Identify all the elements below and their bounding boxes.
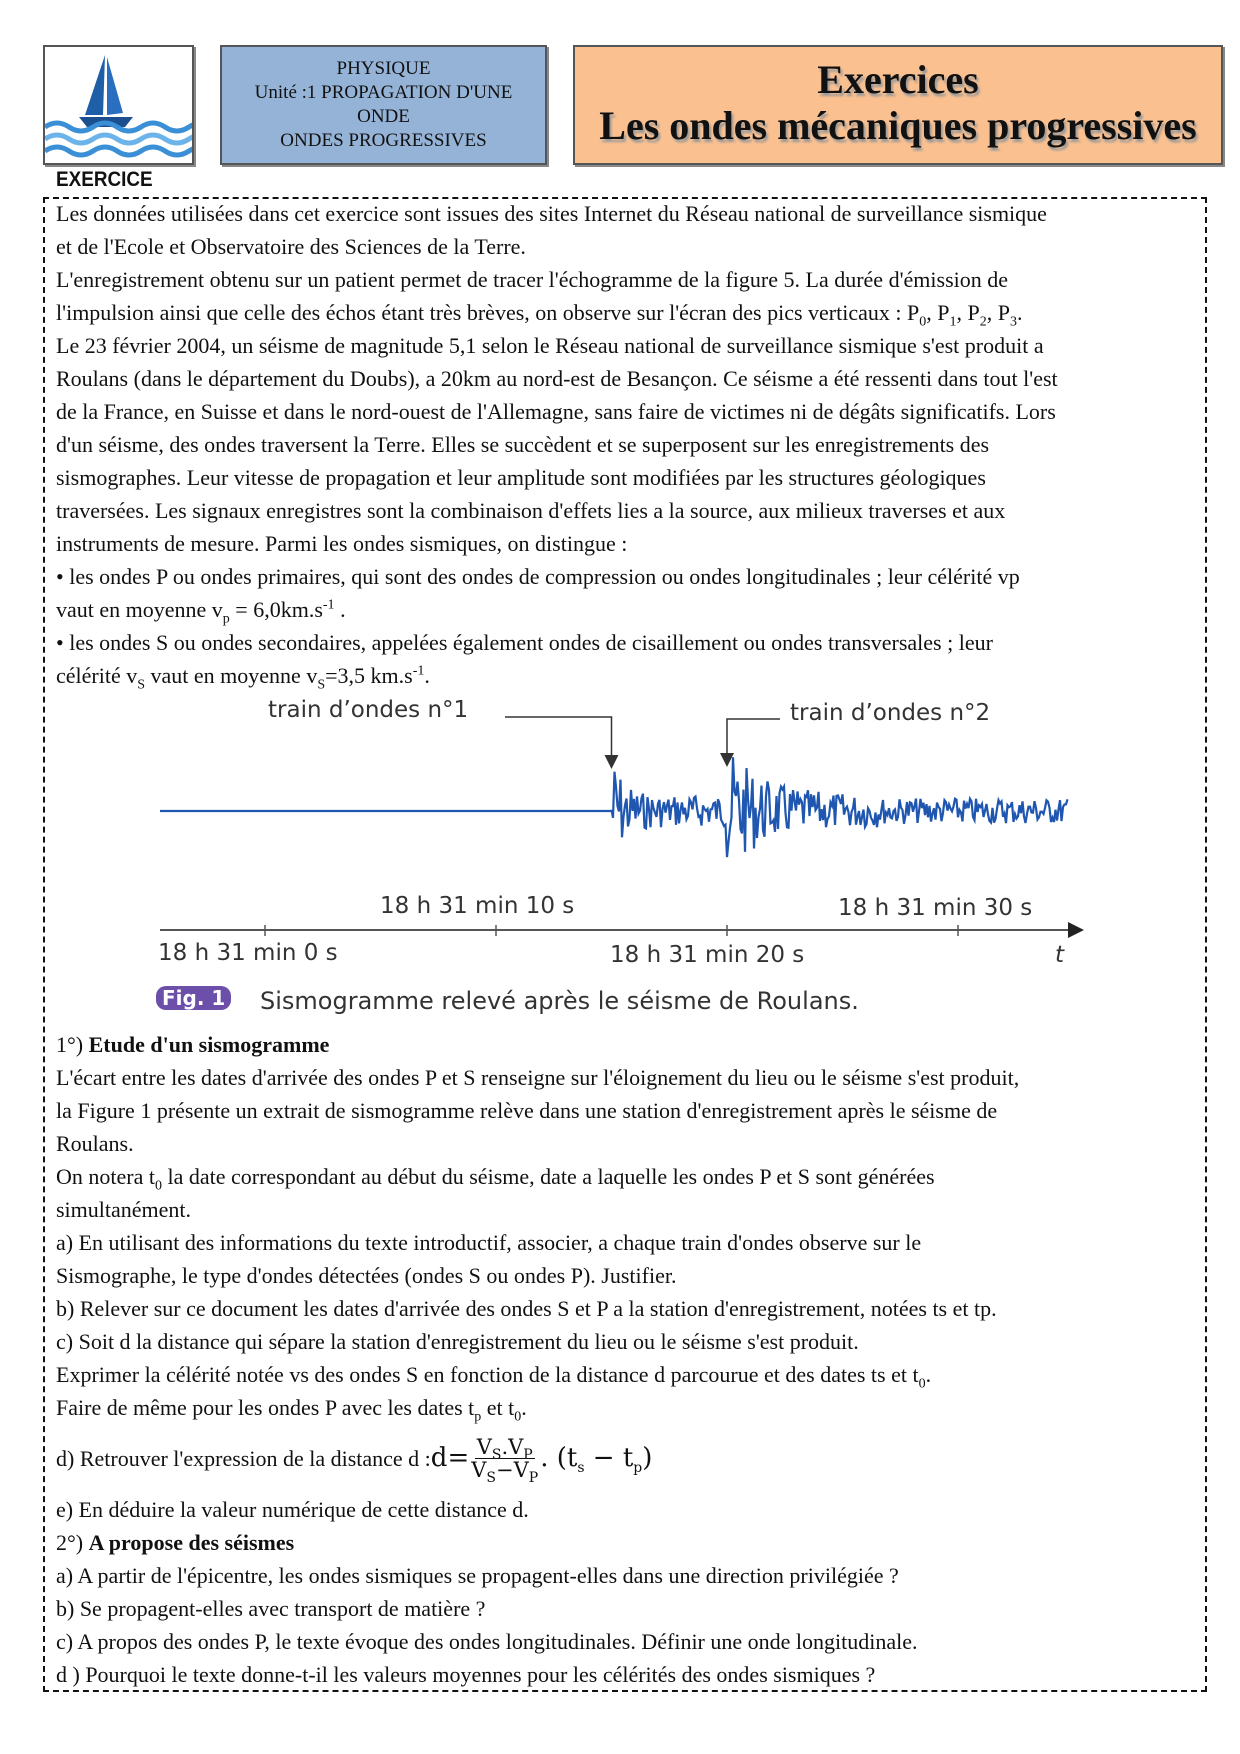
text-line xyxy=(56,626,1206,659)
questions-text xyxy=(56,1028,1206,1424)
text-line xyxy=(56,1493,1206,1526)
logo xyxy=(43,45,194,165)
text-segment: a) A partir de l'épicentre, les ondes sismiques se propagent-elles dans une direction privilégiée ? xyxy=(56,1563,899,1588)
seismogram xyxy=(150,697,1090,1027)
text-segment: 3 xyxy=(1009,314,1017,330)
distance-formula: d= $\frac{V_S.V_P}{V_S-V_P}$ . $(t_s - t_p)$ xyxy=(430,1434,653,1486)
text-line xyxy=(56,1658,1206,1691)
train2-pointer xyxy=(727,719,780,757)
train1-pointer xyxy=(505,717,612,759)
text-line xyxy=(56,1094,1206,1127)
text-line xyxy=(56,1226,1206,1259)
text-segment: 0 xyxy=(919,314,927,330)
text-line xyxy=(56,1325,1206,1358)
text-segment: • les ondes P ou ondes primaires, qui sont des ondes de compression ou ondes longitudinales ; leur célérité vp xyxy=(56,564,1020,589)
text-line xyxy=(56,263,1206,296)
text-segment: la date correspondant au début du séisme, date a laquelle les ondes P et S sont générées xyxy=(161,1164,935,1189)
text-segment: traversées. Les signaux enregistres sont la combinaison d'effets lies a la source, aux milieux traverses et aux xyxy=(56,498,1006,523)
text-segment: L'écart entre les dates d'arrivée des ondes P et S renseigne sur l'éloignement du lieu ou le séisme s'est produit, xyxy=(56,1065,1020,1090)
text-line xyxy=(56,395,1206,428)
text-line xyxy=(56,461,1206,494)
text-segment: vaut en moyenne v xyxy=(56,597,223,622)
text-line xyxy=(56,296,1206,329)
text-segment: de la France, en Suisse et dans le nord-ouest de l'Allemagne, sans faire de victimes ni de dégâts significatifs. Lors xyxy=(56,399,1056,424)
formula-line xyxy=(56,1432,1206,1484)
text-segment: p xyxy=(222,611,230,627)
text-segment: Le 23 février 2004, un séisme de magnitude 5,1 selon le Réseau national de surveillance sismique s'est produit a xyxy=(56,333,1044,358)
text-line xyxy=(56,527,1206,560)
text-line xyxy=(56,197,1206,230)
text-segment: la Figure 1 présente un extrait de sismogramme relève dans une station d'enregistrement après le séisme de xyxy=(56,1098,998,1123)
exercise-label: EXERCICE xyxy=(56,168,153,191)
text-segment: e) En déduire la valeur numérique de cette distance d. xyxy=(56,1497,529,1522)
text-segment: , P xyxy=(986,300,1010,325)
text-segment: b) Se propagent-elles avec transport de matière ? xyxy=(56,1596,486,1621)
text-segment: Faire de même pour les ondes P avec les dates t xyxy=(56,1395,475,1420)
text-segment: vaut en moyenne v xyxy=(145,663,318,688)
text-segment: Roulans. xyxy=(56,1131,134,1156)
text-line xyxy=(56,560,1206,593)
formula-prefix: d) Retrouver l'expression de la distance d : xyxy=(56,1445,431,1471)
text-segment: b) Relever sur ce document les dates d'arrivée des ondes S et P a la station d'enregistrement, notées ts et tp. xyxy=(56,1296,997,1321)
text-segment: 0 xyxy=(514,1409,522,1425)
text-segment: et t xyxy=(481,1395,515,1420)
text-line xyxy=(56,1259,1206,1292)
text-line xyxy=(56,494,1206,527)
text-segment: et de l'Ecole et Observatoire des Sciences de la Terre. xyxy=(56,234,526,259)
final-questions xyxy=(56,1493,1206,1691)
text-segment: . xyxy=(1016,300,1023,325)
time-label-20s: 18 h 31 min 20 s xyxy=(610,942,805,968)
title-line: Exercices xyxy=(817,57,979,102)
text-line xyxy=(56,1061,1206,1094)
text-segment: L'enregistrement obtenu sur un patient permet de tracer l'échogramme de la figure 5. La durée d'émission de xyxy=(56,267,1009,292)
text-segment: instruments de mesure. Parmi les ondes sismiques, on distingue : xyxy=(56,531,628,556)
train2-label: train d’ondes n°2 xyxy=(790,700,991,726)
text-segment: • les ondes S ou ondes secondaires, appelées également ondes de cisaillement ou ondes transversales ; leur xyxy=(56,630,993,655)
text-segment: 1°) xyxy=(56,1032,89,1057)
text-segment: 2°) xyxy=(56,1530,89,1555)
unit-title: Unité :1 PROPAGATION D'UNE xyxy=(254,82,513,103)
text-segment: On notera t xyxy=(56,1164,155,1189)
seismogram-trace xyxy=(160,757,1068,857)
text-segment: p xyxy=(474,1409,482,1425)
text-line xyxy=(56,1391,1206,1424)
text-segment: . xyxy=(925,1362,932,1387)
figure-badge: Fig. 1 xyxy=(156,986,231,1010)
text-segment: l'impulsion ainsi que celle des échos étant très brèves, on observe sur l'écran des pics verticaux : P xyxy=(56,300,920,325)
text-line xyxy=(56,428,1206,461)
text-line xyxy=(56,1028,1206,1061)
text-segment: 0 xyxy=(918,1376,926,1392)
text-segment: S xyxy=(137,677,146,693)
text-line xyxy=(56,362,1206,395)
text-segment: d'un séisme, des ondes traversent la Terre. Elles se succèdent et se superposent sur les enregistrements des xyxy=(56,432,990,457)
text-line xyxy=(56,329,1206,362)
text-segment: a) En utilisant des informations du texte introductif, associer, a chaque train d'ondes observe sur le xyxy=(56,1230,922,1255)
sailboat-icon xyxy=(45,47,192,163)
text-line xyxy=(56,1592,1206,1625)
text-segment: Sismographe, le type d'ondes détectées (ondes S ou ondes P). Justifier. xyxy=(56,1263,677,1288)
text-segment: célérité v xyxy=(56,663,138,688)
page-title xyxy=(573,45,1223,165)
text-line xyxy=(56,593,1206,626)
text-line xyxy=(56,1358,1206,1391)
text-segment: 1 xyxy=(949,314,957,330)
intro-text xyxy=(56,197,1206,692)
text-segment: -1 xyxy=(412,663,425,679)
text-segment: = 6,0km.s xyxy=(229,597,323,622)
text-segment: -1 xyxy=(322,597,335,613)
axis-arrow-icon xyxy=(1068,922,1084,938)
text-segment: , P xyxy=(926,300,950,325)
text-line xyxy=(56,1559,1206,1592)
text-line xyxy=(56,1127,1206,1160)
text-line xyxy=(56,1625,1206,1658)
time-label-30s: 18 h 31 min 30 s xyxy=(838,895,1033,921)
text-segment: 0 xyxy=(154,1178,162,1194)
text-segment: . xyxy=(334,597,346,622)
axis-label-t: t xyxy=(1055,942,1065,968)
text-segment: . xyxy=(424,663,430,688)
text-segment: A propose des séismes xyxy=(88,1530,295,1555)
text-segment: c) Soit d la distance qui sépare la station d'enregistrement du lieu ou le séisme s'est produit. xyxy=(56,1329,859,1354)
text-line xyxy=(56,1292,1206,1325)
unit-title-cont: ONDE xyxy=(357,106,410,127)
text-segment: S xyxy=(317,677,326,693)
text-segment: sismographes. Leur vitesse de propagation et leur amplitude sont modifiées par les structures géologiques xyxy=(56,465,986,490)
text-line xyxy=(56,1193,1206,1226)
text-segment: , P xyxy=(956,300,980,325)
arrow-down-icon xyxy=(605,755,619,769)
text-segment: Roulans (dans le département du Doubs), a 20km au nord-est de Besançon. Ce séisme a été ressenti dans tout l'est xyxy=(56,366,1058,391)
figure-caption: Sismogramme relevé après le séisme de Roulans. xyxy=(260,987,859,1015)
text-segment: Les données utilisées dans cet exercice sont issues des sites Internet du Réseau national de surveillance sismique xyxy=(56,201,1047,226)
text-segment: . xyxy=(521,1395,527,1420)
time-label-0s: 18 h 31 min 0 s xyxy=(158,940,338,966)
subject: PHYSIQUE xyxy=(336,58,431,79)
text-segment: =3,5 km.s xyxy=(325,663,413,688)
seismogram-figure xyxy=(150,697,1090,1027)
text-segment: c) A propos des ondes P, le texte évoque des ondes longitudinales. Définir une onde longitudinale. xyxy=(56,1629,918,1654)
text-segment: 2 xyxy=(979,314,987,330)
train1-label: train d’ondes n°1 xyxy=(268,697,469,723)
text-line xyxy=(56,230,1206,263)
text-segment: d ) Pourquoi le texte donne-t-il les valeurs moyennes pour les célérités des ondes sismiques ? xyxy=(56,1662,876,1687)
title-line: Les ondes mécaniques progressives xyxy=(599,103,1197,148)
unit-header xyxy=(220,45,547,165)
text-line xyxy=(56,1526,1206,1559)
chapter-title: ONDES PROGRESSIVES xyxy=(280,130,487,151)
text-segment: Exprimer la célérité notée vs des ondes S en fonction de la distance d parcourue et des dates ts et t xyxy=(56,1362,919,1387)
text-line xyxy=(56,1160,1206,1193)
text-segment: Etude d'un sismogramme xyxy=(88,1032,330,1057)
text-line xyxy=(56,659,1206,692)
time-label-10s: 18 h 31 min 10 s xyxy=(380,893,575,919)
text-segment: simultanément. xyxy=(56,1197,192,1222)
